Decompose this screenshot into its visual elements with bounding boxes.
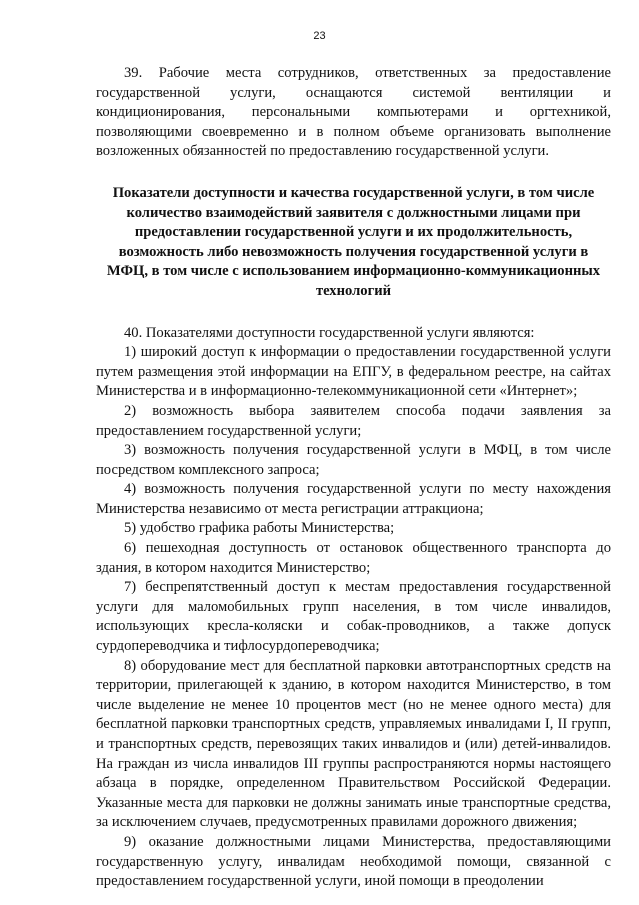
list-item-5: 5) удобство графика работы Министерства; xyxy=(124,520,395,537)
document-body xyxy=(96,64,611,892)
page-number: 23 xyxy=(313,30,326,42)
section-heading: Показатели доступности и качества государственной услуги, в том числе количество взаимодействий заявителя с должностными лицами при предоставлении государственной услуги и их продолжительность, возможность либо невозможность получения государственной услуги в МФЦ, в том числе с использованием информационно-коммуникационных технологий xyxy=(106,184,601,299)
list-item-4: 4) возможность получения государственной услуги по месту нахождения Министерства независимо от места регистрации аттракциона; xyxy=(96,481,611,517)
list-item-1: 1) широкий доступ к информации о предоставлении государственной услуги путем размещения этой информации на ЕПГУ, в федеральном реестре, на сайтах Министерства и в информационно-телекоммуникационной сети «Интернет»; xyxy=(96,344,611,400)
list-item-9: 9) оказание должностными лицами Министерства, предоставляющими государственную услугу, инвалидам необходимой помощи, связанной с предоставлением государственной услуги, иной помощи в преодолении xyxy=(96,833,611,890)
paragraph-39: 39. Рабочие места сотрудников, ответственных за предоставление государственной услуги, оснащаются системой вентиляции и кондиционирования, персональными компьютерами и оргтехникой, позволяющими своевременно и в полном объеме организовать выполнение возложенных обязанностей по предоставлению государственной услуги. xyxy=(96,65,611,160)
list-item-8: 8) оборудование мест для бесплатной парковки автотранспортных средств на территории, прилегающей к зданию, в котором находится Министерство, в том числе выделение не менее 10 процентов мест (но не менее одного места) для бесплатной парковки транспортных средств, управляемых инвалидами I, II групп, и транспортных средств, перевозящих таких инвалидов и (или) детей-инвалидов. На граждан из числа инвалидов III группы распространяются нормы настоящего абзаца в порядке, определенном Правительством Российской Федерации. Указанные места для парковки не должны занимать иные транспортные средства, за исключением случаев, предусмотренных правилами дорожного движения; xyxy=(96,657,611,831)
list-item-7: 7) беспрепятственный доступ к местам предоставления государственной услуги для маломобильных групп населения, в том числе инвалидов, использующих кресла-коляски и собак-проводников, а также допуск сурдопереводчика и тифлосурдопереводчика; xyxy=(96,579,611,655)
list-item-3: 3) возможность получения государственной услуги в МФЦ, в том числе посредством комплексного запроса; xyxy=(96,442,611,478)
list-item-2: 2) возможность выбора заявителем способа подачи заявления за предоставлением государственной услуги; xyxy=(96,402,611,439)
list-item-6: 6) пешеходная доступность от остановок общественного транспорта до здания, в котором находится Министерство; xyxy=(96,540,611,576)
paragraph-40: 40. Показателями доступности государственной услуги являются: xyxy=(124,324,535,341)
